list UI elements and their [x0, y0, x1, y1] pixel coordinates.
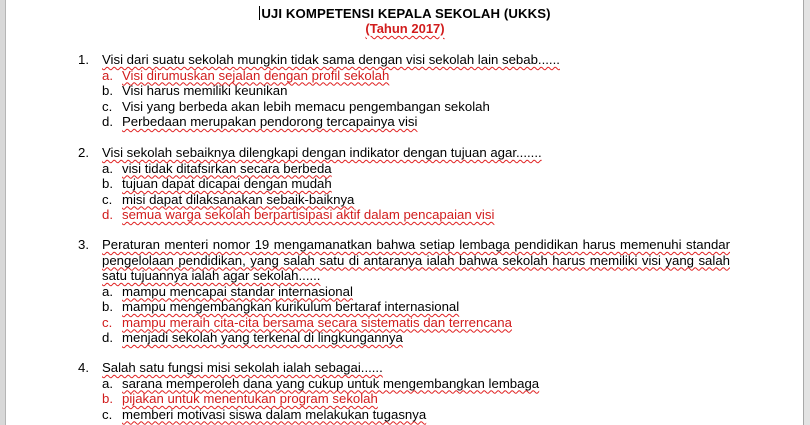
answer-option: c. Visi yang berbeda akan lebih memacu pengembangan sekolah [102, 98, 490, 114]
question-number: 2. [78, 145, 89, 160]
answer-option: c. mampu meraih cita-cita bersama secara sistematis dan terrencana [102, 314, 512, 330]
question-number: 4. [78, 360, 89, 375]
question-text: Visi sekolah sebaiknya dilengkapi dengan indikator dengan tujuan agar....... [102, 145, 542, 160]
question-text: Visi dari suatu sekolah mungkin tidak sama dengan visi sekolah lain sebab...... [102, 52, 560, 67]
question-item [78, 237, 730, 346]
document-title: UJI KOMPETENSI KEPALA SEKOLAH (UKKS) [261, 6, 551, 21]
answer-option: b. pijakan untuk menentukan program sekolah [102, 391, 378, 406]
vertical-scrollbar[interactable] [803, 0, 810, 425]
answer-option: b. Visi harus memiliki keunikan [102, 83, 288, 98]
question-number: 3. [78, 237, 89, 252]
document-subtitle: (Tahun 2017) [365, 21, 445, 36]
answer-option: b. mampu mengembangkan kurikulum bertaraf internasional [102, 299, 460, 314]
answer-option: d. Perbedaan merupakan pendorong tercapainya visi [102, 114, 418, 129]
answer-option: d. semua warga sekolah berpartisipasi aktif dalam pencapaian visi [102, 207, 495, 222]
question-text: Salah satu fungsi misi sekolah ialah sebagai...... [102, 360, 383, 375]
answer-option: d. menjadi sekolah yang terkenal di lingkungannya [102, 330, 403, 345]
answer-option: a. Visi dirumuskan sejalan dengan profil sekolah [102, 67, 390, 83]
answer-option: c. memberi motivasi siswa dalam melakukan tugasnya [102, 406, 427, 422]
document-page[interactable] [6, 0, 804, 425]
answer-option: c. misi dapat dilaksanakan sebaik-baiknya [102, 191, 355, 207]
question-item [78, 145, 730, 223]
answer-option: a. visi tidak ditafsirkan secara berbeda [102, 160, 332, 176]
question-item [78, 52, 730, 130]
question-text: Peraturan menteri nomor 19 mengamanatkan bahwa setiap lembaga pendidikan harus memenuhi standar pengelolaan pendidikan, yang salah satu di antaranya ialah bahwa sekolah harus memiliki visi yang salah satu tujuannya ialah agar sekolah...... [102, 237, 730, 283]
answer-option: a. mampu mencapai standar internasional [102, 283, 353, 299]
question-number: 1. [78, 52, 89, 67]
answer-option: b. tujuan dapat dicapai dengan mudah [102, 176, 332, 191]
answer-option: a. sarana memperoleh dana yang cukup untuk mengembangkan lembaga [102, 375, 540, 391]
question-item [78, 360, 730, 422]
